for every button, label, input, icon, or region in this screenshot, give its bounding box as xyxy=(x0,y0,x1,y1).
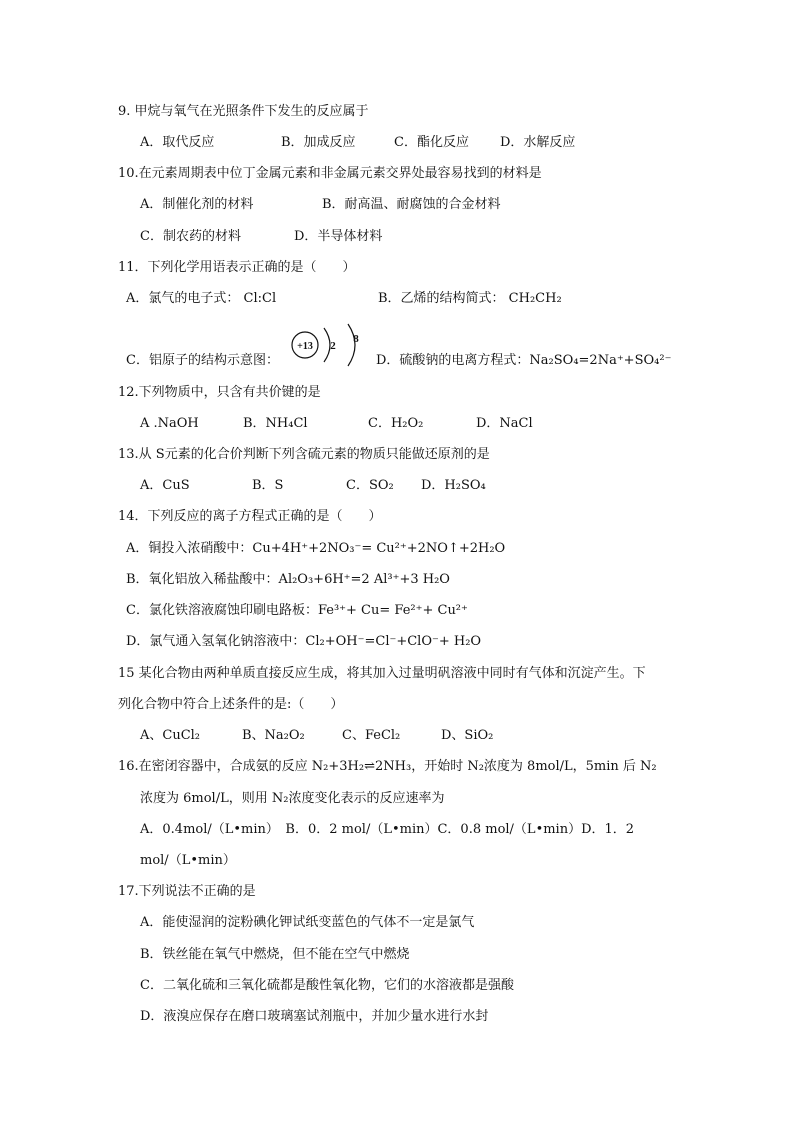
option-a: A．氯气的电子式： Cl:Cl xyxy=(126,291,277,306)
option-a: A．制催化剂的材料 xyxy=(140,197,254,212)
question-13-stem: 13.从 S元素的化合价判断下列含硫元素的物质只能做还原剂的是 xyxy=(118,447,490,462)
option-d: D．NaCl xyxy=(476,416,533,431)
option-c: C．氯化铁溶液腐蚀印刷电路板：Fe³⁺+ Cu= Fe²⁺+ Cu²⁺ xyxy=(126,603,468,618)
option-d: D．水解反应 xyxy=(500,135,576,150)
option-d: D．H₂SO₄ xyxy=(421,478,486,493)
question-15-stem-line1: 15 某化合物由两种单质直接反应生成，将其加入过量明矾溶液中同时有气体和沉淀产生。下 xyxy=(118,666,646,681)
option-c: C、FeCl₂ xyxy=(342,728,401,743)
option-d: D．硫酸钠的电离方程式：Na₂SO₄=2Na⁺+SO₄²⁻ xyxy=(376,353,672,368)
option-b: B．S xyxy=(252,478,284,493)
question-10-stem: 10.在元素周期表中位丁金属元素和非金属元素交界处最容易找到的材料是 xyxy=(118,166,542,181)
option-c: C．酯化反应 xyxy=(394,135,469,150)
aluminum-atom-structure-diagram xyxy=(290,322,370,368)
option-d: D．半导体材料 xyxy=(294,229,383,244)
option-c: C．SO₂ xyxy=(346,478,394,493)
option-a: A．铜投入浓硝酸中：Cu+4H⁺+2NO₃⁻= Cu²⁺+2NO↑+2H₂O xyxy=(126,541,506,556)
option-d: D．氯气通入氢氧化钠溶液中：Cl₂+OH⁻=Cl⁻+ClO⁻+ H₂O xyxy=(126,634,482,649)
question-16-stem-line2: 浓度为 6mol/L，则用 N₂浓度变化表示的反应速率为 xyxy=(140,791,445,806)
shell-1-electrons: 2 xyxy=(330,340,336,352)
option-c: C．H₂O₂ xyxy=(368,416,424,431)
option-b: B．耐高温、耐腐蚀的合金材料 xyxy=(322,197,501,212)
option-c: C．铝原子的结构示意图： xyxy=(126,353,279,368)
option-a: A．取代反应 xyxy=(140,135,215,150)
question-14-stem: 14．下列反应的离子方程式正确的是（ ） xyxy=(118,509,382,524)
option-a: A、CuCl₂ xyxy=(140,728,201,743)
option-b: B．铁丝能在氧气中燃烧，但不能在空气中燃烧 xyxy=(140,947,410,962)
question-11-stem: 11．下列化学用语表示正确的是（ ） xyxy=(118,260,356,275)
nucleus-charge: +13 xyxy=(297,341,313,352)
option-a: A .NaOH xyxy=(140,416,199,431)
option-a: A．能使湿润的淀粉碘化钾试纸变蓝色的气体不一定是氯气 xyxy=(140,915,475,930)
option-a: A．CuS xyxy=(140,478,190,493)
option-b: B．加成反应 xyxy=(281,135,356,150)
option-d: D、SiO₂ xyxy=(441,728,494,743)
question-9-stem: 9. 甲烷与氧气在光照条件下发生的反应属于 xyxy=(118,104,369,119)
option-b: B．乙烯的结构简式： CH₂CH₂ xyxy=(378,291,562,306)
option-d: D．液溴应保存在磨口玻璃塞试剂瓶中，并加少量水进行水封 xyxy=(140,1009,489,1024)
question-16-options-line2: mol/（L•min） xyxy=(140,853,236,868)
question-17-stem: 17.下列说法不正确的是 xyxy=(118,884,256,899)
option-b: B．NH₄Cl xyxy=(243,416,308,431)
question-15-stem-line2: 列化合物中符合上述条件的是:（ ） xyxy=(118,697,344,712)
question-16-options-line1: A．0.4mol/（L•min） B．0．2 mol/（L•min）C．0.8 mol/（L•min）D．1．2 xyxy=(140,822,635,837)
option-c: C．二氧化硫和三氧化硫都是酸性氧化物，它们的水溶液都是强酸 xyxy=(140,978,514,993)
shell-2-electrons: 8 xyxy=(353,333,359,345)
question-16-stem-line1: 16.在密闭容器中，合成氨的反应 N₂+3H₂⇌2NH₃，开始时 N₂浓度为 8mol/L，5min 后 N₂ xyxy=(118,759,657,774)
option-b: B．氧化铝放入稀盐酸中：Al₂O₃+6H⁺=2 Al³⁺+3 H₂O xyxy=(126,572,450,587)
option-b: B、Na₂O₂ xyxy=(242,728,305,743)
question-12-stem: 12.下列物质中，只含有共价键的是 xyxy=(118,385,321,400)
option-c: C．制农药的材料 xyxy=(140,229,241,244)
